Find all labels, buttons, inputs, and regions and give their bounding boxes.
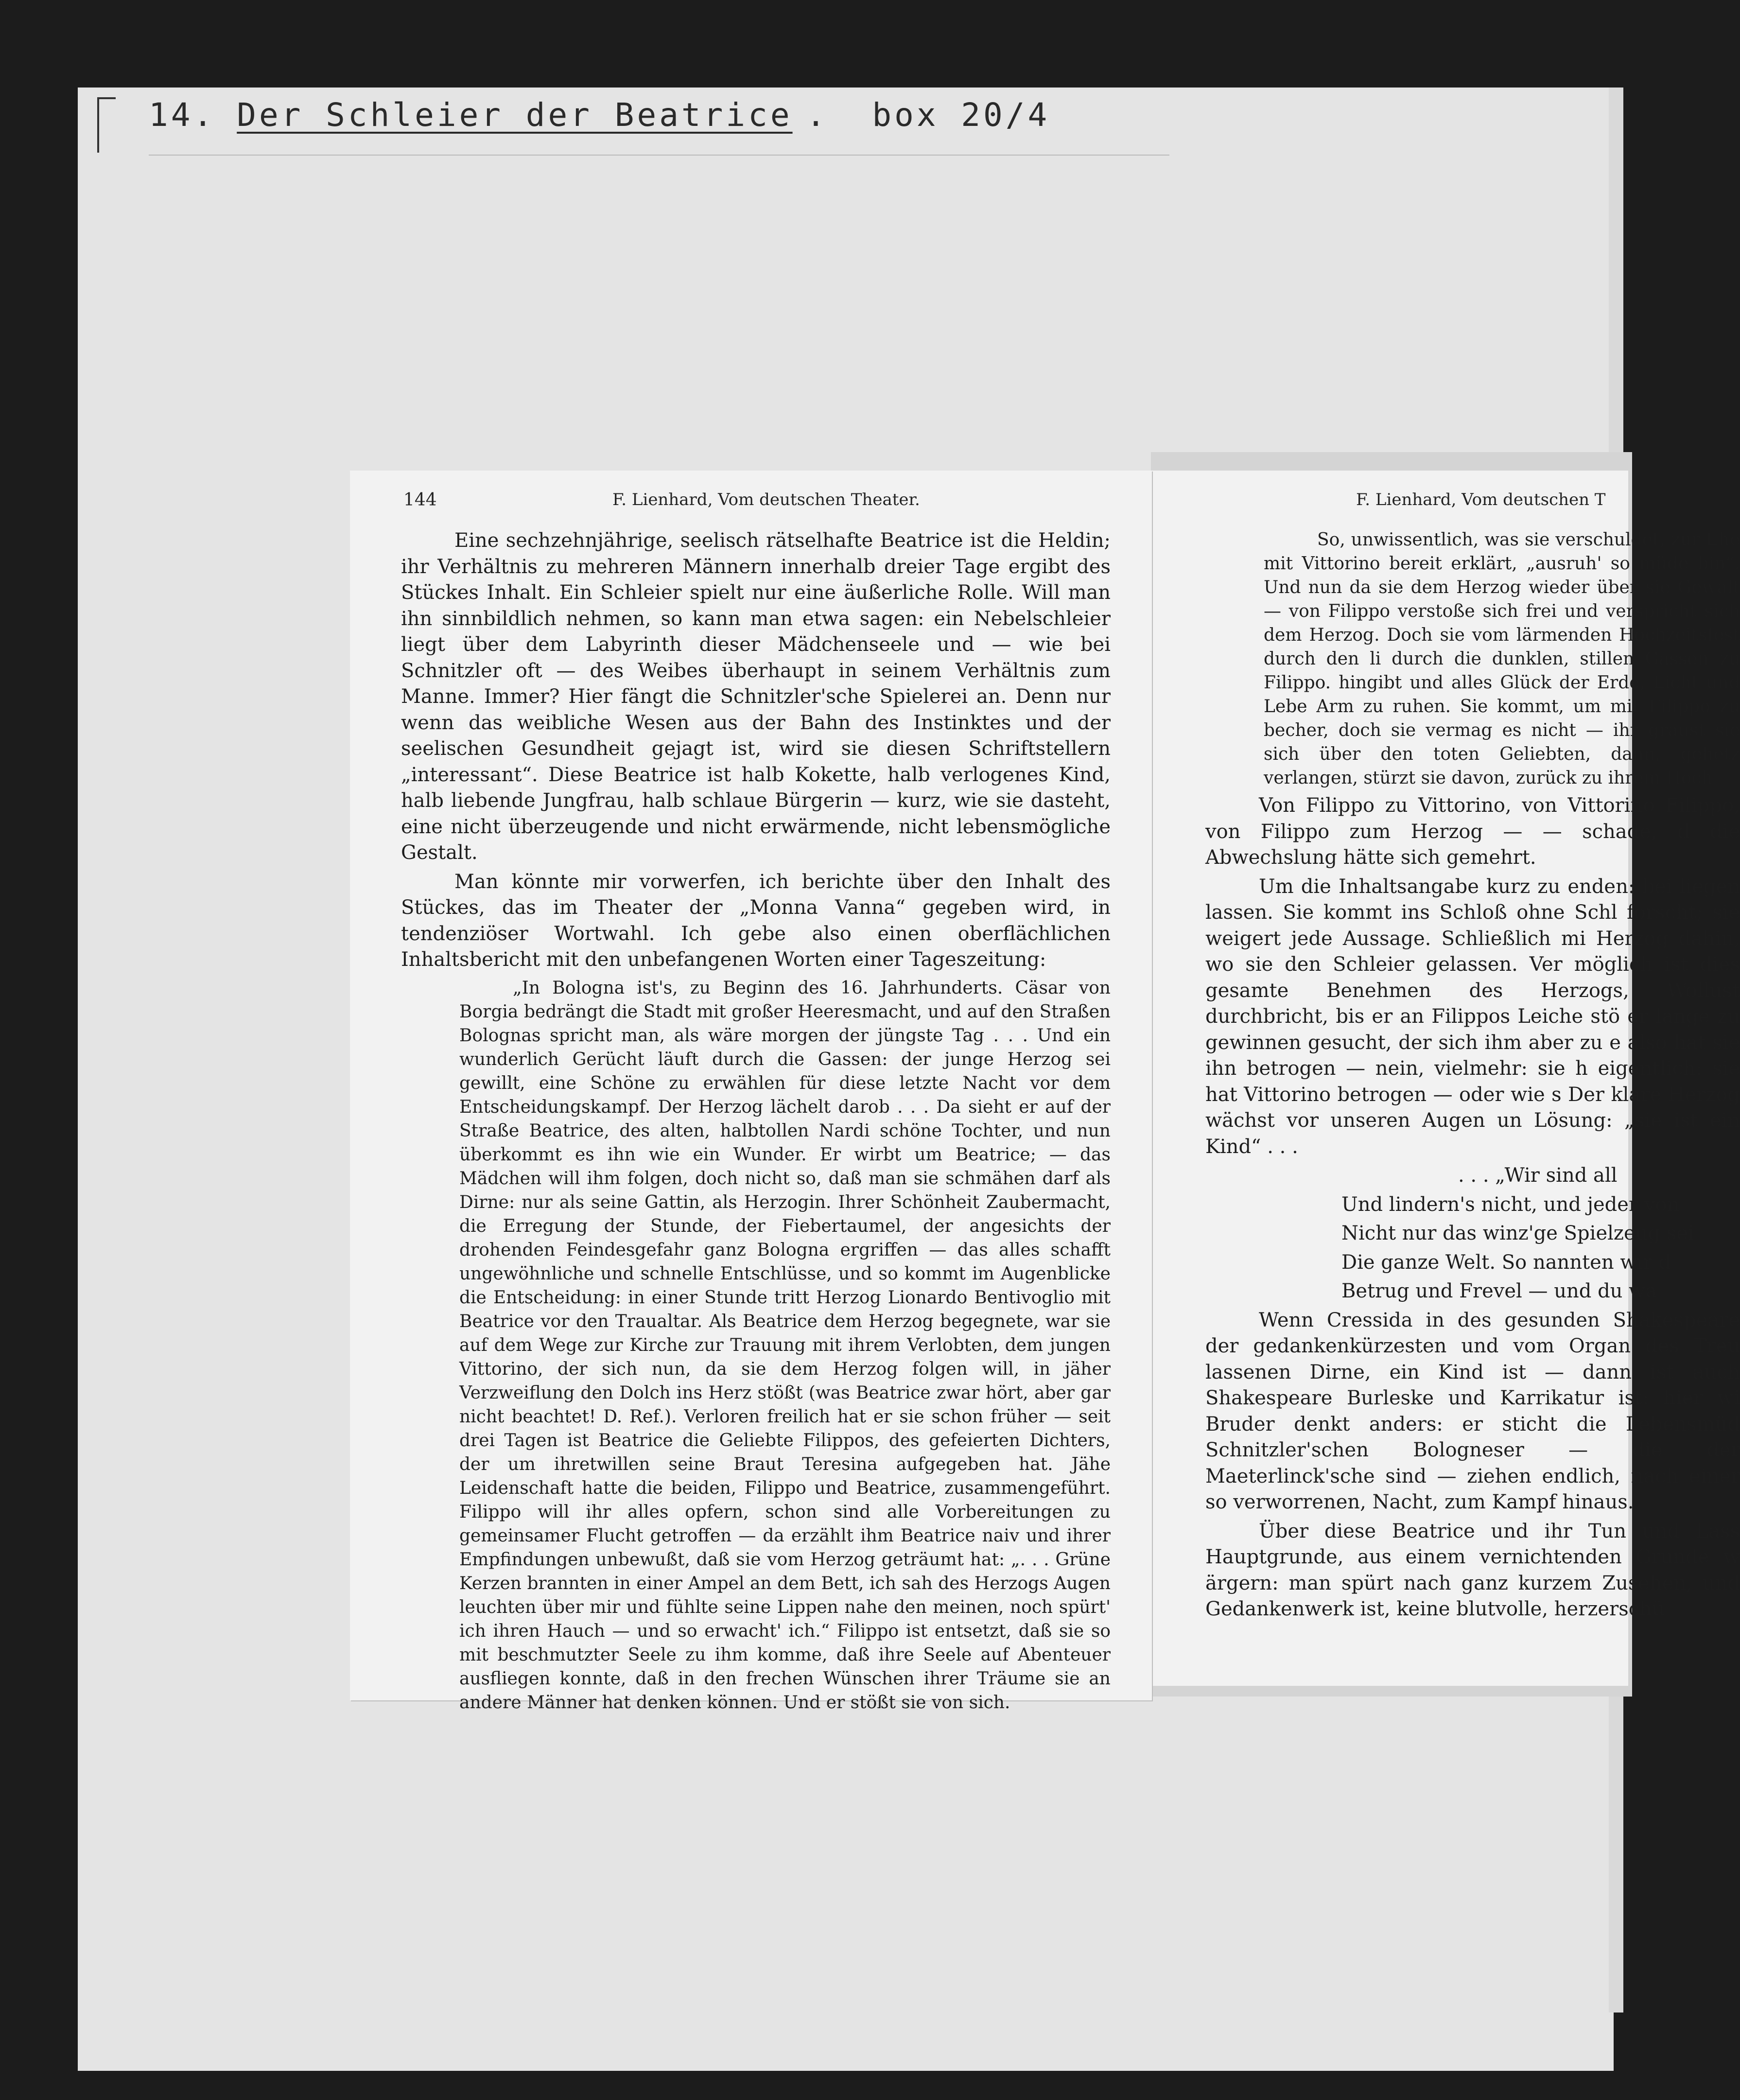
running-head-title: F. Lienhard, Vom deutschen T: [1356, 490, 1606, 509]
header-rule: [149, 155, 1169, 156]
running-head: [350, 483, 1152, 512]
paragraph: Von Filippo zu Vittorino, von Vittorino Filippo, von Filippo zum Herzog — — schade, d die Abwechslung hätte sich gemehrt.: [1205, 794, 1740, 869]
paragraph: So, unwissentlich, was sie verschuldet, zur Ehe mit Vittorino bereit erklärt, „ausruh' so müde bin“. Und nun da sie dem Herzog wieder über sie Gewalt — von Filippo verstoße sich frei und verspricht sich dem Herzog. Doch sie vom lärmenden Hochzeitsfest durch den li durch die dunklen, stillen Gassen zu Filippo. hingibt und alles Glück der Erde, Licht und Lebe Arm zu ruhen. Sie kommt, um mit Filippo zu becher, doch sie vermag es nicht — ihr graust sie sich über den toten Geliebten, dann, gehetz verlangen, stürzt sie davon, zurück zu ihrem Hoch: [1264, 530, 1740, 788]
verse-line: Nicht nur das winz'ge Spielzeug sei: [1341, 1222, 1694, 1244]
page-number: 144: [403, 490, 437, 510]
verse-line: Betrug und Frevel — und du wa: [1341, 1280, 1657, 1302]
archive-header: [149, 96, 1050, 145]
right-page-body: [1205, 528, 1740, 1626]
right-clipping-page: [1152, 471, 1740, 1686]
newspaper-quote: „In Bologna ist's, zu Beginn des 16. Jahrhunderts. Cäsar von Borgia bedrängt die Stadt mit großer Heeresmacht, und auf den Straßen Bolognas spricht man, als wäre morgen der jüngste Tag . . . Und ein wunderlich Gerücht läuft durch die Gassen: der junge Herzog sei gewillt, eine Schöne zu erwählen für diese letzte Nacht vor dem Entscheidungskampf. Der Herzog lächelt darob . . . Da sieht er auf der Straße Beatrice, des alten, halbtollen Nardi schöne Tochter, und nun überkommt es ihn wie ein Wunder. Er wirbt um Beatrice; — das Mädchen will ihm folgen, doch nicht so, daß man sie schmähen darf als Dirne: nur als seine Gattin, als Herzogin. Ihrer Schönheit Zaubermacht, die Erregung der Stunde, der Fiebertaumel, der angesichts der drohenden Feindesgefahr ganz Bologna ergriffen — das alles schafft ungewöhnliche und schnelle Entschlüsse, und so kommt im Augenblicke die Entscheidung: in einer Stunde tritt Herzog Lionardo Bentivoglio mit Beatrice vor den Traualtar. Als Beatrice dem Herzog begegnete, war sie auf dem Wege zur Kirche zur Trauung mit ihrem Verlobten, dem jungen Vittorino, der sich nun, da sie dem Herzog folgen will, in jäher Verzweiflung den Dolch ins Herz stößt (was Beatrice zwar hört, aber gar nicht beachtet! D. Ref.). Verloren freilich hat er sie schon früher — seit drei Tagen ist Beatrice die Geliebte Filippos, des gefeierten Dichters, der um ihretwillen seine Braut Teresina aufgegeben hat. Jähe Leidenschaft hatte die beiden, Filippo und Beatrice, zusammengeführt. Filippo will ihr alles opfern, schon sind alle Vorbereitungen zu gemeinsamer Flucht getroffen — da erzählt ihm Beatrice naiv und ihrer Empfindungen unbewußt, daß sie vom Herzog geträumt hat: „. . . Grüne Kerzen brannten in einer Ampel an dem Bett, ich sah des Herzogs Augen leuchten über mir und fühlte seine Lippen nahe den meinen, noch spürt' ich ihren Hauch — und so erwacht' ich.“ Filippo ist entsetzt, daß sie so mit beschmutzter Seele zu ihm komme, daß ihre Seele auf Abenteuer ausfliegen konnte, daß in den frechen Wünschen ihrer Träume sie an andere Männer hat denken können. Und er stößt sie von sich.: [459, 978, 1111, 1713]
verse-line: Die ganze Welt. So nannten wir d: [1341, 1251, 1671, 1274]
paragraph: Um die Inhaltsangabe kurz zu enden: bei liegen lassen. Sie kommt ins Schloß ohne Schl forscht; sie weigert jede Aussage. Schließlich mi Herzog dahin, wo sie den Schleier gelassen. Ver möglich ist dies gesamte Benehmen des Herzogs, Wollust durchbricht, bis er an Filippos Leiche stö er lange zu gewinnen gesucht, der sich ihm aber zu e also hat sie ihn betrogen — nein, vielmehr: sie h eigentlich: sie hat Vittorino betrogen — oder wie s Der klare Herzog wächst vor unseren Augen un Lösung: „sie ist ein Kind“ . . .: [1205, 875, 1740, 1158]
running-head: [1152, 483, 1628, 512]
archive-item-number: 14.: [149, 96, 216, 134]
running-head-title: F. Lienhard, Vom deutschen Theater.: [612, 490, 920, 509]
paragraph: Eine sechzehnjährige, seelisch rätselhafte Beatrice ist die Heldin; ihr Verhältnis zu mehreren Männern innerhalb dreier Tage ergibt des Stückes Inhalt. Ein Schleier spielt nur eine äußerliche Rolle. Will man ihn sinnbildlich nehmen, so kann man etwa sagen: ein Nebelschleier liegt über dem Labyrinth dieser Mädchenseele und — wie bei Schnitzler oft — des Weibes überhaupt in seinem Verhältnis zum Manne. Immer? Hier fängt die Schnitzler'sche Spielerei an. Denn nur wenn das weibliche Wesen aus der Bahn des Instinktes und der seelischen Gesundheit gejagt ist, wird sie diesen Schriftstellern „interessant“. Diese Beatrice ist halb Kokette, halb verlogenes Kind, halb liebende Jungfrau, halb schlaue Bürgerin — kurz, wie sie dasteht, eine nicht überzeugende und nicht erwärmende, nicht lebensmögliche Gestalt.: [401, 529, 1111, 864]
corner-bracket-mark: [97, 97, 116, 153]
paragraph: Man könnte mir vorwerfen, ich berichte über den Inhalt des Stückes, das im Theater der „Monna Vanna“ gegeben wird, in tendenziöser Wortwahl. Ich gebe also einen oberflächlichen Inhaltsbericht mit den unbefangenen Worten einer Tageszeitung:: [401, 870, 1111, 971]
left-clipping-page: [350, 471, 1152, 1713]
left-page-body: [401, 528, 1111, 1717]
paragraph: Über diese Beatrice und ihr Tun und Lass Hauptgrunde, aus einem vernichtenden Grunde w ärgern: man spürt nach ganz kurzem Zusehen, und Gedankenwerk ist, keine blutvolle, herzerschü: [1205, 1520, 1740, 1620]
verse-line: Und lindern's nicht, und jeder von: [1341, 1193, 1680, 1216]
verse-line: . . . „Wir sind all: [1458, 1164, 1618, 1187]
archive-box-label: box 20/4: [872, 96, 1050, 134]
archive-dot: .: [806, 96, 829, 134]
paragraph: Wenn Cressida in des gesunden Shakespeare der gedankenkürzesten und vom Organ des Treu lassenen Dirne, ein Kind ist — dann ist auch Shakespeare Burleske und Karrikatur ist: hier wi Bruder denkt anders: er sticht die Lebensmüd Schnitzler'schen Bologneser — die der Maeterlinck'sche sind — ziehen endlich, nach einer so verworrenen, Nacht, zum Kampf hinaus.: [1205, 1309, 1740, 1513]
archive-title: Der Schleier der Beatrice: [237, 96, 793, 134]
